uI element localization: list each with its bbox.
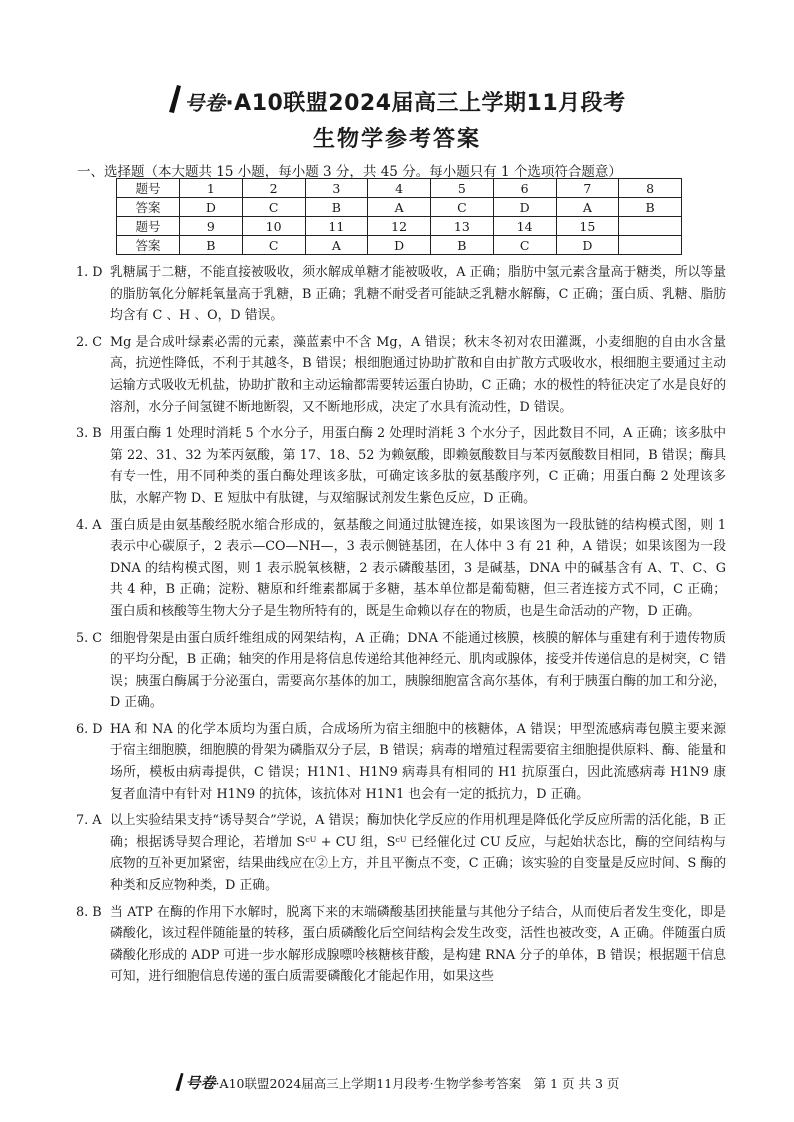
table-cell xyxy=(619,236,682,255)
answer-item xyxy=(76,902,726,988)
item-number: 8. B xyxy=(76,904,102,920)
item-number: 6. D xyxy=(76,721,103,737)
table-cell: 8 xyxy=(619,179,682,198)
table-cell: B xyxy=(305,198,368,217)
page-subtitle: 生物学参考答案 xyxy=(312,127,481,152)
table-cell: D xyxy=(368,236,431,255)
answer-explanations xyxy=(76,262,726,993)
item-number: 3. B xyxy=(76,426,102,442)
item-explanation: 用蛋白酶 1 处理时消耗 5 个水分子，用蛋白酶 2 处理时消耗 3 个水分子，因此数目不同，A 正确；该多肽中第 22、31、32 为苯丙氨酸，第 17、18、52 为赖氨酸，即赖氨酸数目与苯丙氨酸数目相同，B 错误；酶具有专一性，用不同种类的蛋白酶处理该多肽，可确定该多肽的氨基酸序列，C 正确；用蛋白酶 2 处理该多肽，水解产物 D、E 短肽中有肽键，与双缩脲试剂发生紫色反应，D 正确。 xyxy=(110,426,726,506)
answer-item xyxy=(76,628,726,714)
answer-item xyxy=(76,810,726,896)
table-cell: D xyxy=(180,198,243,217)
table-cell: 1 xyxy=(180,179,243,198)
footer-logo-text: 号卷 xyxy=(185,1074,216,1092)
table-cell: B xyxy=(431,236,494,255)
table-cell: 14 xyxy=(493,217,556,236)
table-row-header: 答案 xyxy=(117,198,180,217)
answer-item xyxy=(76,719,726,805)
answer-item xyxy=(76,423,726,509)
brush-stroke-logo-icon xyxy=(168,84,182,114)
logo-text: 号卷 xyxy=(184,91,226,115)
table-cell: 5 xyxy=(431,179,494,198)
item-number: 2. C xyxy=(76,334,103,350)
answer-item xyxy=(76,515,726,623)
table-cell: D xyxy=(493,198,556,217)
item-explanation: 乳糖属于二糖，不能直接被吸收，须水解成单糖才能被吸收，A 正确；脂肪中氢元素含量高于糖类，所以等量的脂肪氧化分解耗氧量高于乳糖，B 正确；乳糖不耐受者可能缺乏乳糖水解酶，C 正确；蛋白质、乳糖、脂肪均含有 C 、H 、O，D 错误。 xyxy=(110,265,726,324)
table-cell: A xyxy=(305,236,368,255)
table-cell: 7 xyxy=(556,179,619,198)
item-explanation: 当 ATP 在酶的作用下水解时，脱离下来的末端磷酸基团挟能量与其他分子结合，从而使后者发生变化，即是磷酸化，该过程伴随能量的转移，蛋白质磷酸化后空间结构会发生改变，活性也被改变，A 正确。伴随蛋白质磷酸化形成的 ADP 可进一步水解形成腺嘌呤核糖核苷酸，是构建 RNA 分子的单体，B 错误；根据题干信息可知，进行细胞信息传递的蛋白质需要磷酸化才能起作用，如果这些 xyxy=(110,904,726,985)
item-explanation: 蛋白质是由氨基酸经脱水缩合形成的，氨基酸之间通过肽键连接，如果该图为一段肽链的结构模式图，则 1 表示中心碳原子，2 表示—CO—NH—，3 表示侧链基团，在人体中 3 有 21 种，A 错误；如果该图为一段 DNA 的结构模式图，则 1 表示脱氧核糖，2 表示磷酸基团，3 是碱基，DNA 中的碱基含有 A、T、C、G 共 4 种，B 正确；淀粉、糖原和纤维素都属于多糖，基本单位都是葡萄糖，但三者连接方式不同，C 正确；蛋白质和核酸等生物大分子是生物所特有的，既是生命赖以存在的物质，也是生命活动的产物，D 正确。 xyxy=(110,517,726,619)
page-footer xyxy=(0,1072,794,1093)
table-cell: 12 xyxy=(368,217,431,236)
table-row xyxy=(117,217,682,236)
table-cell: 11 xyxy=(305,217,368,236)
item-explanation: 细胞骨架是由蛋白质纤维组成的网架结构，A 正确；DNA 不能通过核膜，核膜的解体与重建有利于遗传物质的平均分配，B 正确；轴突的作用是将信息传递给其他神经元、肌肉或腺体，接受并传递信息的是树突，C 错误；胰蛋白酶属于分泌蛋白，需要高尔基体的加工，胰腺细胞富含高尔基体，有利于胰蛋白酶的加工和分泌，D 正确。 xyxy=(110,630,726,711)
item-explanation: HA 和 NA 的化学本质均为蛋白质，合成场所为宿主细胞中的核糖体，A 错误；甲型流感病毒包膜主要来源于宿主细胞膜，细胞膜的骨架为磷脂双分子层，B 错误；病毒的增殖过程需要宿主细胞提供原料、酶、能量和场所，模板由病毒提供，C 错误；H1N1、H1N9 病毒具有相同的 H1 抗原蛋白，因此流感病毒 H1N9 康复者血清中有针对 H1N9 的抗体，该抗体对 H1N1 也会有一定的抵抗力，D 正确。 xyxy=(110,721,726,802)
table-row-header: 题号 xyxy=(117,179,180,198)
title-text: ·A10联盟2024届高三上学期11月段考 xyxy=(225,91,626,116)
table-cell: C xyxy=(493,236,556,255)
table-cell: C xyxy=(242,198,305,217)
table-cell: D xyxy=(556,236,619,255)
table-cell: 15 xyxy=(556,217,619,236)
table-cell: 10 xyxy=(242,217,305,236)
table-row xyxy=(117,179,682,198)
answer-item xyxy=(76,262,726,327)
table-cell xyxy=(619,217,682,236)
item-explanation: 以上实验结果支持“诱导契合”学说，A 错误；酶加快化学反应的作用机理是降低化学反应所需的活化能，B 正确；根据诱导契合理论，若增加 Sᶜᵁ + CU 组，Sᶜᵁ 已经催化过 CU 反应，与起始状态比，酶的空间结构与底物的互补更加紧密，结果曲线应在②上方，并且平衡点不变，C 正确；该实验的自变量是反应时间、S 酶的种类和反应物种类，D 正确。 xyxy=(110,813,726,894)
item-number: 7. A xyxy=(76,813,102,829)
answer-table xyxy=(116,178,682,255)
table-row xyxy=(117,236,682,255)
page-title xyxy=(0,84,794,117)
table-cell: 2 xyxy=(242,179,305,198)
table-cell: 9 xyxy=(180,217,243,236)
brush-stroke-logo-icon xyxy=(175,1072,184,1092)
table-cell: 6 xyxy=(493,179,556,198)
section-heading: 一、选择题（本大题共 15 小题，每小题 3 分，共 45 分。每小题只有 1 个选项符合题意） xyxy=(77,164,622,180)
table-cell: 13 xyxy=(431,217,494,236)
table-row-header: 答案 xyxy=(117,236,180,255)
table-cell: B xyxy=(180,236,243,255)
table-row xyxy=(117,198,682,217)
table-row-header: 题号 xyxy=(117,217,180,236)
table-cell: 4 xyxy=(368,179,431,198)
table-cell: C xyxy=(242,236,305,255)
table-cell: B xyxy=(619,198,682,217)
item-number: 1. D xyxy=(76,265,103,280)
table-cell: 3 xyxy=(305,179,368,198)
table-cell: C xyxy=(431,198,494,217)
item-explanation: Mg 是合成叶绿素必需的元素，藻蓝素中不含 Mg，A 错误；秋末冬初对农田灌溉，小麦细胞的自由水含量高，抗逆性降低，不利于其越冬，B 错误；根细胞通过协助扩散和自由扩散方式吸收水，根细胞主要通过主动运输方式吸收无机盐，协助扩散和主动运输都需要转运蛋白协助，C 正确；水的极性的特征决定了水是良好的溶剂，水分子间氢键不断地断裂，又不断地形成，决定了水具有流动性，D 错误。 xyxy=(110,334,726,415)
item-number: 5. C xyxy=(76,630,103,646)
answer-item xyxy=(76,332,726,418)
item-number: 4. A xyxy=(76,517,102,533)
table-cell: A xyxy=(368,198,431,217)
table-cell: A xyxy=(556,198,619,217)
footer-text: ·A10联盟2024届高三上学期11月段考·生物学参考答案 第 1 页 共 3 页 xyxy=(215,1076,620,1091)
